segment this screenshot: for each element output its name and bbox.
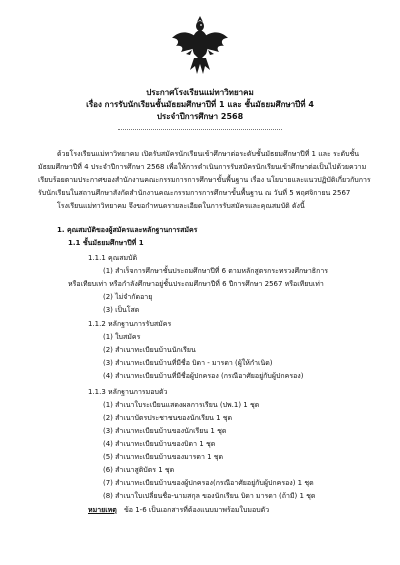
application-doc-item: (3) สำเนาทะเบียนบ้านที่มีชื่อ บิดา - มารดา (ผู้ให้กำเนิด) [103,359,273,367]
announcement-subject: เรื่อง การรับนักเรียนชั้นมัธยมศึกษาปีที่ 1 และ ชั้นมัธยมศึกษาปีที่ 4 [86,100,314,109]
application-docs-heading: 1.1.2 หลักฐานการรับสมัคร [88,320,172,328]
header-divider [118,129,282,130]
section-1-heading: 1. คุณสมบัติของผู้สมัครและหลักฐานการสมัคร [57,226,198,234]
section-1-1-heading: 1.1 ชั้นมัธยมศึกษาปีที่ 1 [68,239,144,247]
report-doc-item: (7) สำเนาทะเบียนบ้านของผู้ปกครอง(กรณีอาศัยอยู่กับผู้ปกครอง) 1 ชุด [103,479,314,487]
application-doc-item: (1) ใบสมัคร [103,333,141,341]
intro-line-4: รับนักเรียนในสถานศึกษาสังกัดสำนักงานคณะกรรมการการศึกษาขั้นพื้นฐาน ณ วันที่ 5 พฤศจิกายน 2567 [38,189,351,197]
academic-year: ประจำปีการศึกษา 2568 [156,112,244,121]
report-docs-heading: 1.1.3 หลักฐานการมอบตัว [88,388,168,396]
qualification-1: (1) สำเร็จการศึกษาชั้นประถมศึกษาปีที่ 6 ตามหลักสูตรกระทรวงศึกษาธิการ [103,267,329,275]
garuda-emblem-icon [170,14,230,78]
intro-line-3: เรียบร้อยตามประกาศของสำนักงานคณะกรรมการการศึกษาขั้นพื้นฐาน เรื่อง นโยบายและแนวปฏิบัติเกี่ยวกับการ [38,176,371,184]
announcement-title: ประกาศโรงเรียนแม่ทาวิทยาคม [146,88,254,97]
report-doc-item: (1) สำเนาใบระเบียนแสดงผลการเรียน (ปพ.1) 1 ชุด [103,401,260,409]
report-doc-item: (6) สำเนาสูติบัตร 1 ชุด [103,466,175,474]
note-text: ข้อ 1-6 เป็นเอกสารที่ต้องแนบมาพร้อมใบมอบตัว [124,506,270,514]
report-doc-item: (8) สำเนาใบเปลี่ยนชื่อ-นามสกุล ของนักเรียน บิดา มารดา (ถ้ามี) 1 ชุด [103,492,316,500]
report-doc-item: (4) สำเนาทะเบียนบ้านของบิดา 1 ชุด [103,440,216,448]
report-doc-item: (2) สำเนาบัตรประชาชนของนักเรียน 1 ชุด [103,414,233,422]
report-doc-item: (3) สำเนาทะเบียนบ้านของนักเรียน 1 ชุด [103,427,227,435]
qualification-2: (2) ไม่จำกัดอายุ [103,293,153,301]
application-doc-item: (4) สำเนาทะเบียนบ้านที่มีชื่อผู้ปกครอง (กรณีอาศัยอยู่กับผู้ปกครอง) [103,372,304,380]
intro-line-1: ด้วยโรงเรียนแม่ทาวิทยาคม เปิดรับสมัครนักเรียนเข้าศึกษาต่อระดับชั้นมัธยมศึกษาปีที่ 1 และ ระดับชั้น [57,150,360,158]
qualification-1-cont: หรือเทียบเท่า หรือกำลังศึกษาอยู่ชั้นประถมศึกษาปีที่ 6 ปีการศึกษา 2567 หรือเทียบเท่า [68,280,324,288]
application-doc-item: (2) สำเนาทะเบียนบ้านนักเรียน [103,346,196,354]
intro-line-5: โรงเรียนแม่ทาวิทยาคม จึงขอกำหนดรายละเอียดในการรับสมัครและคุณสมบัติ ดังนี้ [57,202,305,210]
intro-line-2: มัธยมศึกษาปีที่ 4 ประจำปีการศึกษา 2568 เพื่อให้การดำเนินการรับสมัครนักเรียนเข้าศึกษาต่อเป็นไปด้วยความ [38,163,367,171]
qualification-heading: 1.1.1 คุณสมบัติ [88,254,138,262]
note-label: หมายเหตุ [88,506,117,514]
report-doc-item: (5) สำเนาทะเบียนบ้านของมารดา 1 ชุด [103,453,224,461]
qualification-3: (3) เป็นโสด [103,306,140,314]
